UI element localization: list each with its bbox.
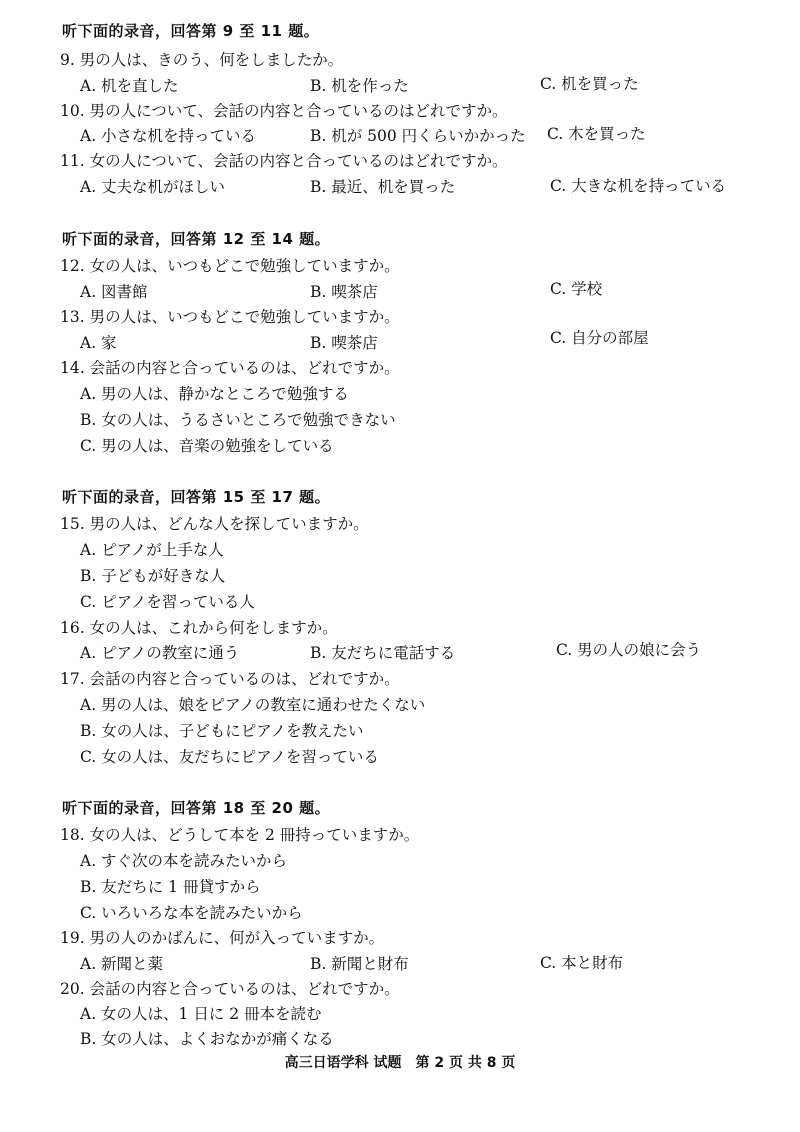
option-10c: C. 木を買った bbox=[547, 125, 646, 143]
option-10a: A. 小さな机を持っている bbox=[80, 127, 257, 145]
option-16c: C. 男の人の娘に会う bbox=[556, 641, 702, 659]
option-11c: C. 大きな机を持っている bbox=[550, 177, 727, 195]
option-20b: B. 女の人は、よくおなかが痛くなる bbox=[80, 1030, 334, 1048]
option-14b: B. 女の人は、うるさいところで勉強できない bbox=[80, 411, 396, 429]
option-15a: A. ピアノが上手な人 bbox=[80, 541, 224, 559]
question-18: 18. 女の人は、どうして本を 2 冊持っていますか。 bbox=[60, 826, 420, 844]
page-footer: 高三日语学科 试题 第 2 页 共 8 页 bbox=[284, 1055, 516, 1071]
option-12c: C. 学校 bbox=[550, 280, 603, 298]
option-16a: A. ピアノの教室に通う bbox=[80, 644, 240, 662]
question-16: 16. 女の人は、これから何をしますか。 bbox=[60, 619, 338, 637]
option-19b: B. 新聞と財布 bbox=[310, 955, 409, 973]
section-heading: 听下面的录音，回答第 18 至 20 题。 bbox=[62, 799, 331, 817]
option-9b: B. 机を作った bbox=[310, 77, 409, 95]
question-11: 11. 女の人について、会話の内容と合っているのはどれですか。 bbox=[60, 152, 508, 170]
option-14a: A. 男の人は、静かなところで勉強する bbox=[80, 385, 349, 403]
question-19: 19. 男の人のかばんに、何が入っていますか。 bbox=[60, 929, 385, 947]
option-18b: B. 友だちに 1 冊貸すから bbox=[80, 878, 261, 896]
question-20: 20. 会話の内容と合っているのは、どれですか。 bbox=[60, 980, 400, 998]
question-15: 15. 男の人は、どんな人を探していますか。 bbox=[60, 515, 369, 533]
section-heading: 听下面的录音，回答第 15 至 17 题。 bbox=[62, 488, 331, 506]
option-18a: A. すぐ次の本を読みたいから bbox=[80, 852, 288, 870]
question-14: 14. 会話の内容と合っているのは、どれですか。 bbox=[60, 359, 400, 377]
option-12b: B. 喫茶店 bbox=[310, 283, 378, 301]
option-12a: A. 図書館 bbox=[80, 283, 148, 301]
option-9a: A. 机を直した bbox=[80, 77, 179, 95]
option-17a: A. 男の人は、娘をピアノの教室に通わせたくない bbox=[80, 696, 426, 714]
option-16b: B. 友だちに電話する bbox=[310, 644, 456, 662]
option-20a: A. 女の人は、1 日に 2 冊本を読む bbox=[80, 1005, 322, 1023]
option-13b: B. 喫茶店 bbox=[310, 334, 378, 352]
option-15b: B. 子どもが好きな人 bbox=[80, 567, 226, 585]
section-heading: 听下面的录音，回答第 9 至 11 题。 bbox=[62, 22, 320, 40]
question-13: 13. 男の人は、いつもどこで勉強していますか。 bbox=[60, 308, 400, 326]
question-17: 17. 会話の内容と合っているのは、どれですか。 bbox=[60, 670, 400, 688]
option-13a: A. 家 bbox=[80, 334, 117, 352]
option-10b: B. 机が 500 円くらいかかった bbox=[310, 127, 526, 145]
option-19c: C. 本と財布 bbox=[540, 954, 624, 972]
option-19a: A. 新聞と薬 bbox=[80, 955, 164, 973]
option-11a: A. 丈夫な机がほしい bbox=[80, 178, 226, 196]
question-10: 10. 男の人について、会話の内容と合っているのはどれですか。 bbox=[60, 102, 508, 120]
option-15c: C. ピアノを習っている人 bbox=[80, 593, 255, 611]
option-13c: C. 自分の部屋 bbox=[550, 329, 649, 347]
option-11b: B. 最近、机を買った bbox=[310, 178, 456, 196]
option-17b: B. 女の人は、子どもにピアノを教えたい bbox=[80, 722, 364, 740]
option-9c: C. 机を買った bbox=[540, 75, 639, 93]
option-14c: C. 男の人は、音楽の勉強をしている bbox=[80, 437, 334, 455]
question-12: 12. 女の人は、いつもどこで勉強していますか。 bbox=[60, 257, 400, 275]
question-9: 9. 男の人は、きのう、何をしましたか。 bbox=[60, 51, 344, 69]
section-heading: 听下面的录音，回答第 12 至 14 题。 bbox=[62, 230, 331, 248]
option-17c: C. 女の人は、友だちにピアノを習っている bbox=[80, 748, 379, 766]
option-18c: C. いろいろな本を読みたいから bbox=[80, 904, 303, 922]
